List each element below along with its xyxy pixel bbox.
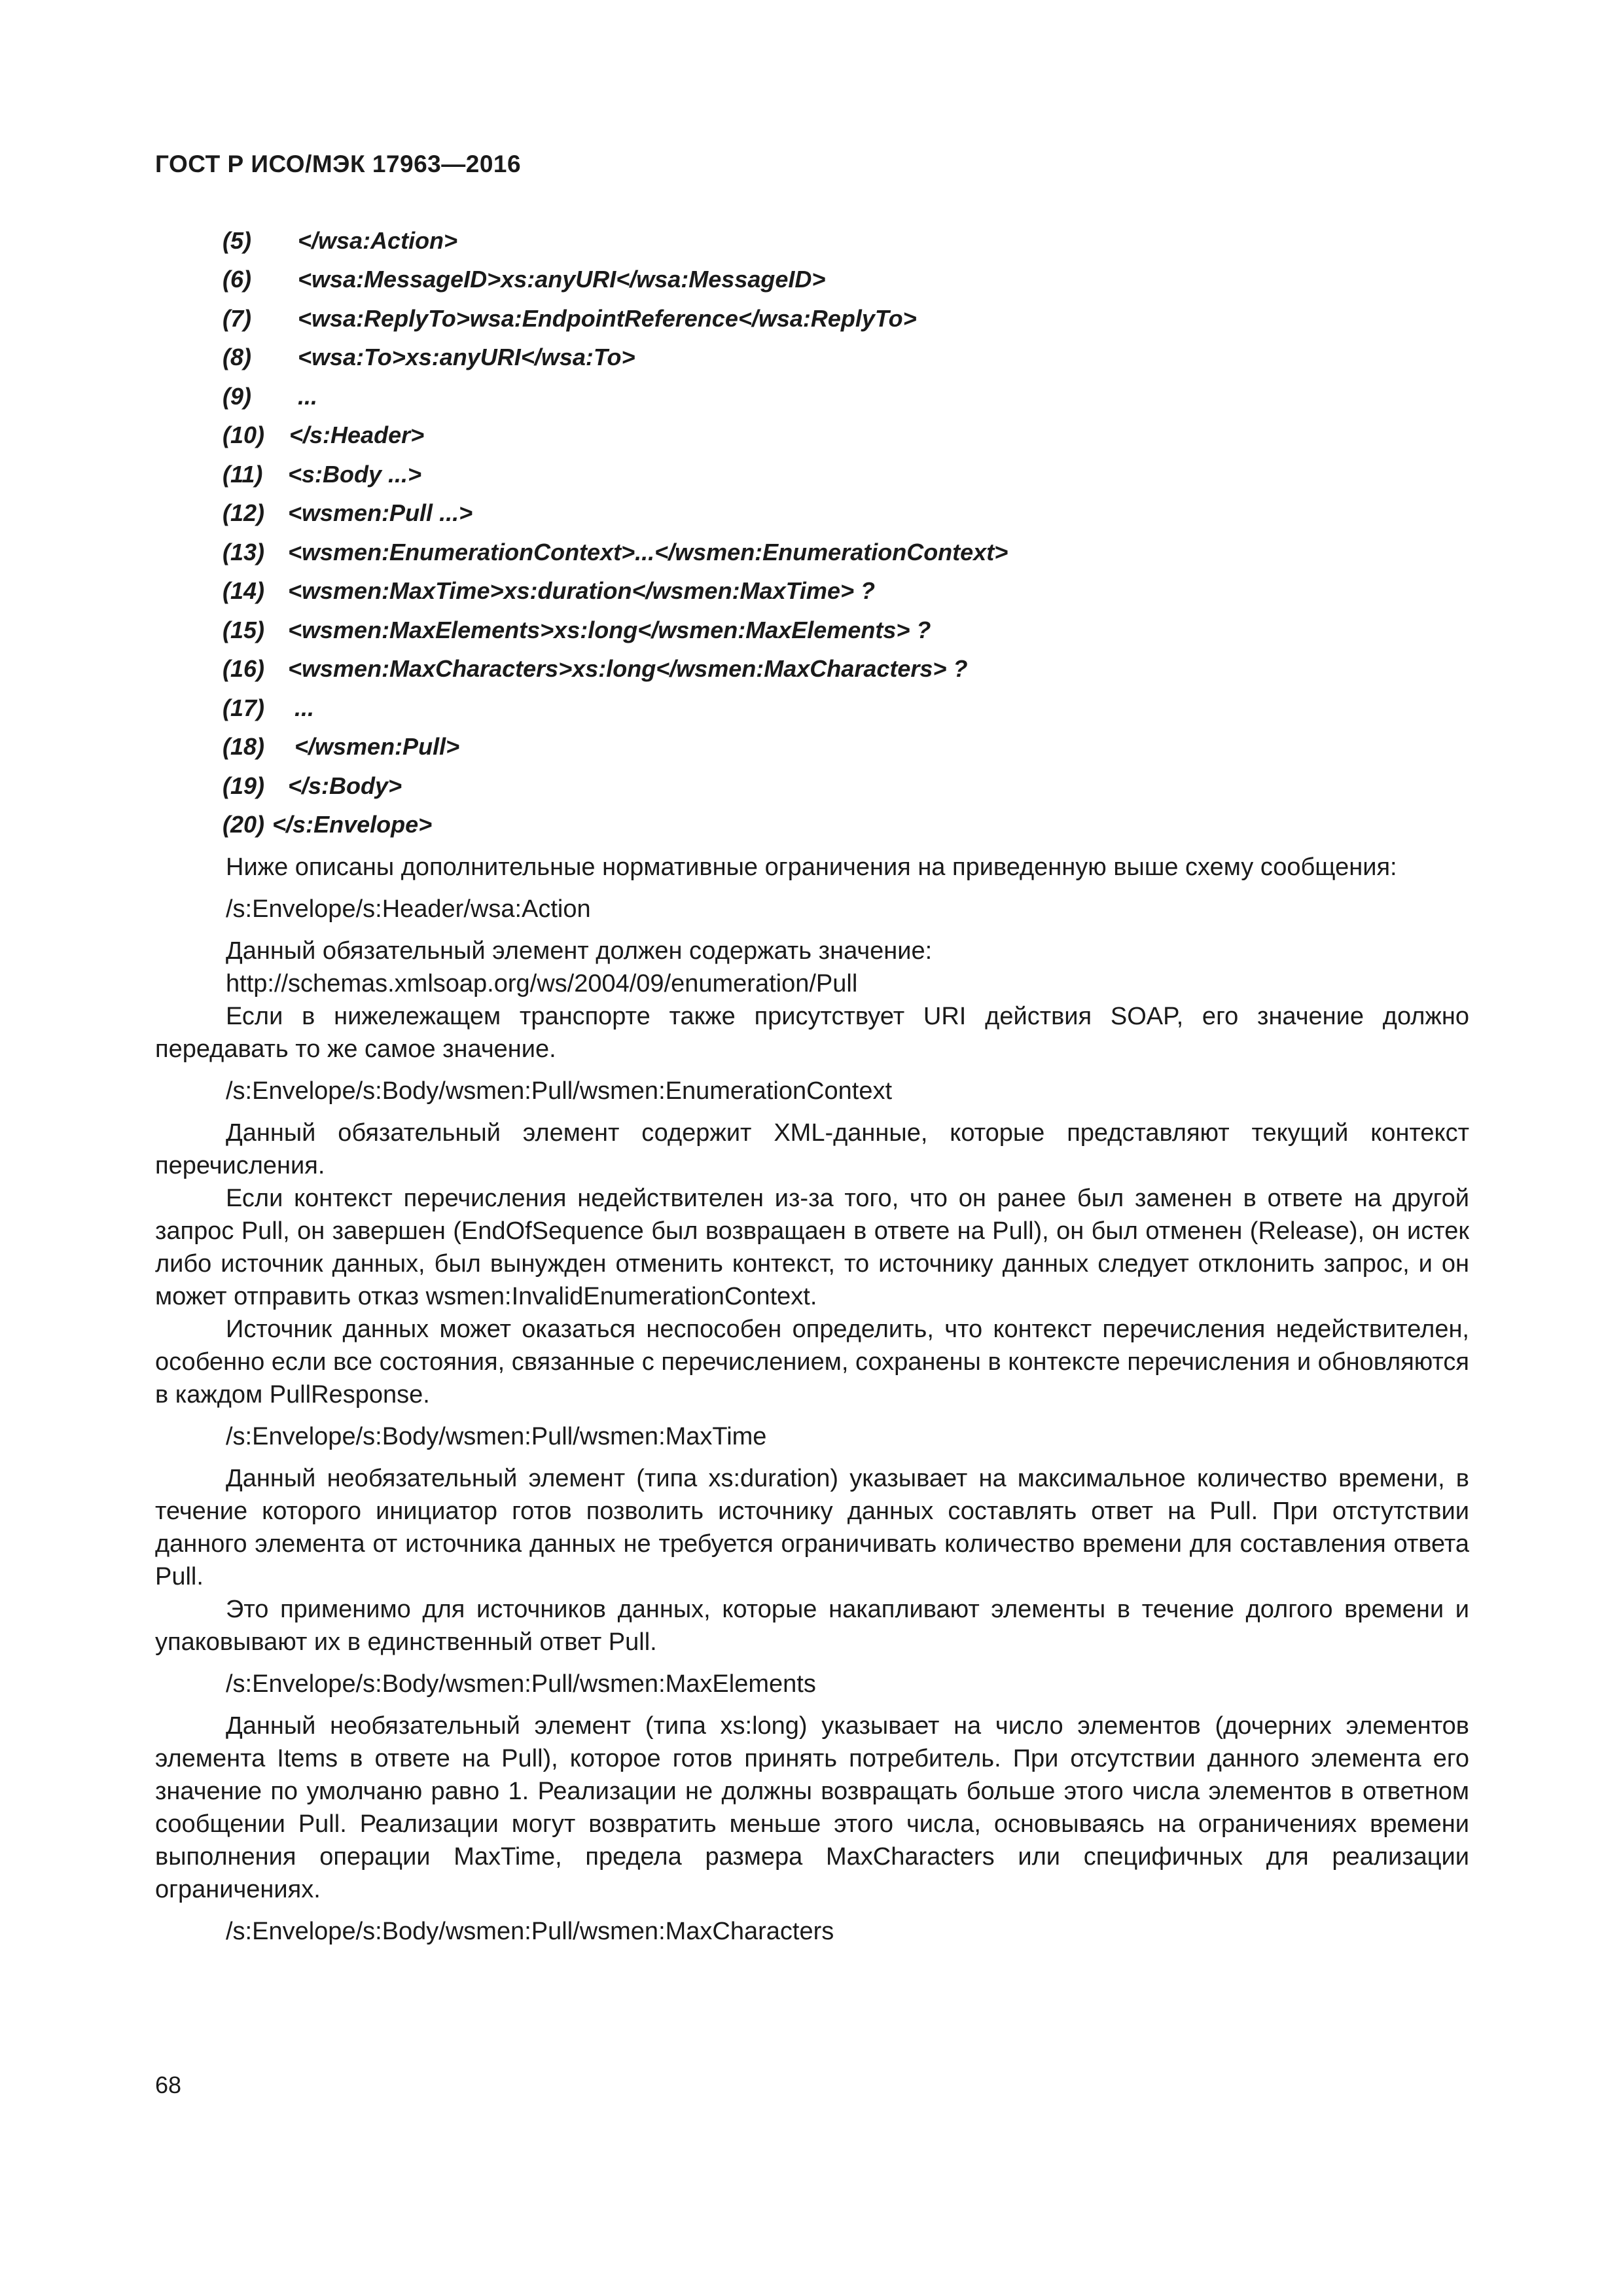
- paragraph: Если в нижележащем транспорте также присутствует URI действия SOAP, его значение должно передавать то же самое значение.: [155, 1003, 1469, 1063]
- code-text: </wsa:Action>: [298, 226, 458, 254]
- paragraph: Если контекст перечисления недействителен из-за того, что он ранее был заменен в ответе на другой запрос Pull, он завершен (EndOfSequence был возвращаен в ответе на Pull), он был отменен (Release), он истек либо источник данных, был вынужден отменить контекст, то источнику данных следует отклонить запрос, и он может отправить отказ wsmen:InvalidEnumerationContext.: [155, 1185, 1469, 1310]
- code-line: [223, 572, 1466, 611]
- line-number: (19): [223, 772, 265, 799]
- line-number: (9): [223, 382, 251, 410]
- code-text: </s:Header>: [289, 422, 425, 449]
- code-line: [223, 650, 1466, 689]
- line-number: (20): [223, 811, 265, 838]
- code-line: [223, 689, 1466, 728]
- code-text: <wsmen:MaxElements>xs:long</wsmen:MaxElements> ?: [288, 616, 931, 643]
- paragraph: Данный обязательный элемент содержит XML-данные, которые представляют текущий контекст перечисления.: [155, 1119, 1469, 1179]
- code-text: <wsmen:Pull ...>: [288, 499, 473, 527]
- element-path: /s:Envelope/s:Header/wsa:Action: [226, 895, 591, 923]
- line-number: (6): [223, 266, 251, 293]
- element-path: /s:Envelope/s:Body/wsmen:Pull/wsmen:MaxElements: [226, 1670, 816, 1698]
- code-text: ...: [298, 382, 318, 410]
- code-text: <wsa:MessageID>xs:anyURI</wsa:MessageID>: [298, 266, 826, 293]
- paragraph: Это применимо для источников данных, которые накапливают элементы в течение долгого времени и упаковывают их в единственный ответ Pull.: [155, 1596, 1469, 1656]
- code-line: [223, 611, 1466, 650]
- code-text: </s:Body>: [288, 772, 402, 799]
- line-number: (7): [223, 304, 251, 332]
- paragraph: Данный необязательный элемент (типа xs:long) указывает на число элементов (дочерних элементов элемента Items в ответе на Pull), которое готов принять потребитель. При отсутствии данного элемента его значение по умолчаню равно 1. Реализации не должны возвращать больше этого числа элементов в ответном сообщении Pull. Реализации могут возвратить меньше этого числа, основываясь на ограничениях времени выполнения операции MaxTime, предела размера MaxCharacters или специфичных для реализации ограничениях.: [155, 1712, 1469, 1903]
- code-text: </s:Envelope>: [272, 811, 433, 838]
- code-text: <wsmen:MaxCharacters>xs:long</wsmen:MaxCharacters> ?: [288, 655, 968, 683]
- url-text: http://schemas.xmlsoap.org/ws/2004/09/enumeration/Pull: [226, 970, 858, 997]
- code-line: [223, 728, 1466, 767]
- line-number: (8): [223, 344, 251, 371]
- code-line: [223, 533, 1466, 572]
- code-line: [223, 260, 1466, 300]
- code-line: [223, 494, 1466, 533]
- element-path: /s:Envelope/s:Body/wsmen:Pull/wsmen:MaxTime: [226, 1423, 767, 1450]
- element-path: /s:Envelope/s:Body/wsmen:Pull/wsmen:EnumerationContext: [226, 1077, 893, 1105]
- line-number: (5): [223, 226, 251, 254]
- document-body: [155, 851, 1469, 1957]
- code-line: [223, 338, 1466, 378]
- code-line: [223, 377, 1466, 416]
- document-header: ГОСТ Р ИСО/МЭК 17963—2016: [155, 151, 522, 177]
- line-number: (10): [223, 422, 265, 449]
- line-number: (17): [223, 694, 265, 721]
- line-number: (11): [223, 460, 263, 488]
- code-line: [223, 455, 1466, 494]
- code-text: <wsa:To>xs:anyURI</wsa:To>: [298, 344, 635, 371]
- paragraph: Данный необязательный элемент (типа xs:duration) указывает на максимальное количество времени, в течение которого инициатор готов позволить источнику данных составлять ответ на Pull. При отстутствии данного элемента от источника данных не требуется ограничивать количество времени для составления ответа Pull.: [155, 1465, 1469, 1590]
- paragraph: Источник данных может оказаться неспособен определить, что контекст перечисления недействителен, особенно если все состояния, связанные с перечислением, сохранены в контексте перечисления и обновляются в каждом PullResponse.: [155, 1316, 1469, 1408]
- line-number: (16): [223, 655, 265, 683]
- code-text: <wsa:ReplyTo>wsa:EndpointReference</wsa:ReplyTo>: [298, 304, 917, 332]
- code-line: [223, 299, 1466, 338]
- line-number: (13): [223, 538, 265, 565]
- paragraph: Ниже описаны дополнительные нормативные ограничения на приведенную выше схему сообщения:: [226, 853, 1397, 881]
- line-number: (18): [223, 733, 265, 761]
- code-line: [223, 416, 1466, 456]
- line-number: (12): [223, 499, 265, 527]
- code-text: ...: [288, 694, 315, 721]
- element-path: /s:Envelope/s:Body/wsmen:Pull/wsmen:MaxCharacters: [226, 1918, 834, 1945]
- code-line: [223, 766, 1466, 806]
- code-line: [223, 221, 1466, 260]
- line-number: (15): [223, 616, 265, 643]
- paragraph: Данный обязательный элемент должен содержать значение:: [226, 937, 933, 965]
- code-text: <s:Body ...>: [288, 460, 422, 488]
- code-text: </wsmen:Pull>: [288, 733, 460, 761]
- line-number: (14): [223, 577, 265, 605]
- code-listing: [223, 221, 1466, 844]
- code-text: <wsmen:MaxTime>xs:duration</wsmen:MaxTime> ?: [288, 577, 875, 605]
- code-line: [223, 806, 1466, 845]
- code-text: <wsmen:EnumerationContext>...</wsmen:EnumerationContext>: [288, 538, 1008, 565]
- page-number: 68: [155, 2072, 182, 2098]
